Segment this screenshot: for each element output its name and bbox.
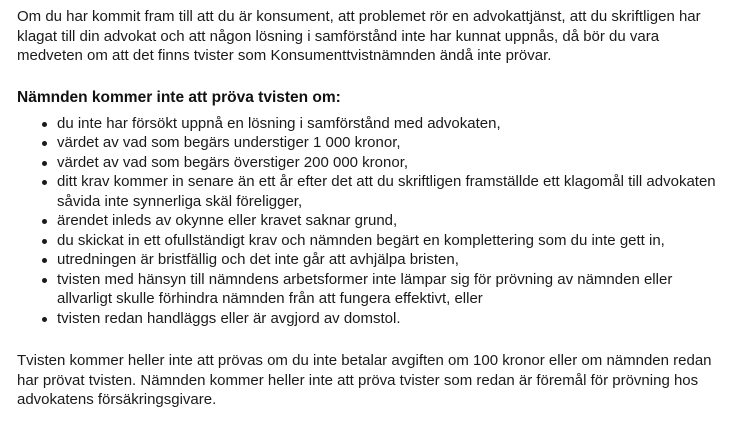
bullet-icon — [42, 141, 47, 146]
list-item-text: utredningen är bristfällig och det inte går att avhjälpa bristen, — [57, 251, 459, 268]
list-item-text: tvisten med hänsyn till nämndens arbetsformer inte lämpar sig för prövning av nämnden eller allvarligt skulle förhindra nämnden från att fungera effektivt, eller — [57, 270, 673, 307]
list-item — [57, 172, 727, 211]
bullet-icon — [42, 258, 47, 263]
list-item-text: du skickat in ett ofullständigt krav och nämnden begärt en komplettering som du inte gett in, — [57, 231, 665, 249]
intro-paragraph: Om du har kommit fram till att du är konsument, att problemet rör en advokattjänst, att du skriftligen har klagat till din advokat och att någon lösning i samförstånd inte har kunnat uppnås, då bör du vara medveten om att det finns tvister som Konsumenttvistnämnden ändå inte prövar. — [17, 8, 701, 64]
closing-paragraph: Tvisten kommer heller inte att prövas om du inte betalar avgiften om 100 kronor eller om nämnden redan har prövat tvisten. Nämnden kommer heller inte att pröva tvister som redan är föremål för prövning hos advokatens försäkringsgivare. — [17, 352, 712, 408]
list-item-text: du inte har försökt uppnå en lösning i samförstånd med advokaten, — [57, 114, 501, 132]
bullet-icon — [42, 278, 47, 283]
bullet-icon — [42, 317, 47, 322]
list-item-text: tvisten redan handläggs eller är avgjord av domstol. — [57, 309, 401, 327]
list-item — [57, 309, 727, 329]
list-item-text: ditt krav kommer in senare än ett år efter det att du skriftligen framställde ett klagomål till advokaten såvida inte synnerliga skäl föreligger, — [57, 173, 716, 210]
list-item-text: värdet av vad som begärs understiger 1 000 kronor, — [57, 134, 401, 151]
bullet-icon — [42, 180, 47, 185]
list-item-text: ärendet inleds av okynne eller kravet saknar grund, — [57, 212, 398, 229]
list-item — [57, 114, 727, 134]
bullet-icon — [42, 219, 47, 224]
bullet-icon — [42, 161, 47, 166]
list-item — [57, 211, 727, 231]
bullet-icon — [42, 239, 47, 244]
list-item — [57, 231, 727, 251]
list-item-text: värdet av vad som begärs överstiger 200 000 kronor, — [57, 153, 409, 171]
conditions-list — [17, 114, 727, 329]
bullet-icon — [42, 122, 47, 127]
list-item — [57, 270, 727, 309]
list-item — [57, 250, 727, 270]
conditions-heading: Nämnden kommer inte att pröva tvisten om: — [17, 88, 341, 106]
list-item — [57, 153, 727, 173]
list-item — [57, 133, 727, 153]
